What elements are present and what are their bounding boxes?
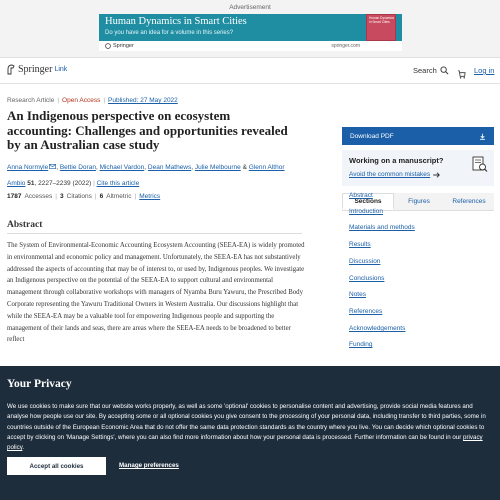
springer-horse-icon: [105, 43, 111, 49]
published-date[interactable]: Published: 27 May 2022: [108, 97, 178, 104]
download-label: Download PDF: [350, 132, 394, 140]
site-header: [0, 58, 500, 84]
download-icon: [479, 133, 486, 140]
volume: 51: [27, 180, 35, 187]
ad-book-title: Human Dynamics in Smart Cities: [369, 16, 395, 24]
metrics-bar: 1787 Accesses | 3 Citations | 6 Altmetric | Metrics: [7, 193, 161, 200]
search-button[interactable]: [413, 66, 449, 75]
search-label: Search: [413, 66, 437, 75]
section-link-results[interactable]: Results: [349, 241, 371, 248]
article-meta: [7, 97, 178, 104]
manuscript-title: Working on a manuscript?: [349, 156, 444, 165]
privacy-policy-link[interactable]: privacy policy: [7, 433, 483, 452]
ad-banner[interactable]: [99, 14, 402, 51]
section-link-notes[interactable]: Notes: [349, 291, 366, 298]
open-access-label: Open Access: [62, 97, 101, 104]
section-link-discussion[interactable]: Discussion: [349, 258, 381, 265]
cookie-text: We use cookies to make sure that our website works properly, as well as some 'optional' cookies to personalise content and advertising, provide social media features and analyse how people use our site. By accepting some or all optional cookies you give consent to the processing of your personal data, including transfer to third parties, some in countries outside of the European Economic Area that do not offer the same data protection standards as the country where you live. You can decide which optional cookies to accept by clicking on 'Manage Settings', where you can also find more information about how your personal data is processed. Further information can be found in our privacy policy.: [7, 403, 486, 452]
manage-preferences-button[interactable]: Manage preferences: [119, 462, 179, 469]
citations-label: Citations: [66, 193, 92, 200]
author-link[interactable]: Anna Normyle: [7, 164, 49, 171]
section-link-acknowledgements[interactable]: Acknowledgements: [349, 325, 406, 332]
email-icon[interactable]: [49, 164, 56, 169]
ad-subtitle: Do you have an idea for a volume in this series?: [105, 30, 234, 36]
arrow-right-icon: [433, 172, 441, 178]
cart-icon[interactable]: [457, 66, 466, 84]
ad-book-cover: [366, 14, 396, 41]
ad-title: Human Dynamics in Smart Cities: [105, 16, 247, 27]
author-link[interactable]: Glenn Althor: [248, 164, 285, 171]
citations-count: 3: [60, 193, 64, 200]
ad-url: springer.com: [331, 43, 360, 49]
accesses-count: 1787: [7, 193, 22, 200]
meta-separator: |: [57, 97, 60, 104]
springer-horse-icon: [6, 64, 16, 75]
manuscript-box: [342, 150, 494, 186]
tab-references[interactable]: References: [452, 198, 486, 205]
ad-label: Advertisement: [229, 4, 271, 11]
section-link-conclusions[interactable]: Conclusions: [349, 275, 385, 282]
document-magnifier-icon: [472, 156, 488, 174]
tab-figures[interactable]: Figures: [408, 198, 430, 205]
logo-text: Springer: [18, 64, 53, 75]
pages: 2227–2239 (2022): [38, 180, 92, 187]
cite-article-link[interactable]: Cite this article: [96, 180, 140, 187]
author-link[interactable]: Bettie Doran: [59, 164, 96, 171]
cookie-title: Your Privacy: [7, 378, 72, 390]
ad-brand-name: Springer: [113, 42, 134, 49]
section-link-references[interactable]: References: [349, 308, 383, 315]
section-link-introduction[interactable]: Introduction: [349, 208, 383, 215]
tab-sections[interactable]: Sections: [342, 193, 394, 210]
author-list: Anna Normyle , Bettie Doran, Michael Vardon, Dean Mathews, Julie Melbourne & Glenn Althor: [7, 164, 285, 171]
ad-footer: [99, 41, 402, 51]
journal-link[interactable]: Ambio: [7, 180, 26, 187]
divider: [7, 233, 302, 234]
citation-line: Ambio 51, 2227–2239 (2022) | Cite this article: [7, 180, 140, 187]
section-link-abstract[interactable]: Abstract: [349, 192, 373, 199]
avoid-mistakes-link[interactable]: [349, 171, 441, 178]
article-type: Research Article: [7, 97, 55, 104]
accesses-label: Accesses: [24, 193, 53, 200]
section-link-materials[interactable]: Materials and methods: [349, 224, 415, 231]
cookie-body: We use cookies to make sure that our website works properly, as well as some 'optional' cookies to personalise content and advertising, provide social media features and analyse how people use our site. By accepting some or all optional cookies you give consent to the processing of your personal data, including transfer to third parties, some in countries outside of the European Economic Area that do not offer the same data protection standards as the country where you live. You can decide which optional cookies to accept by clicking on 'Manage Settings', where you can also find more information about how your personal data is processed. Further information can be found in our: [7, 403, 486, 441]
author-link[interactable]: Julie Melbourne: [194, 164, 241, 171]
cookie-banner: [0, 366, 500, 500]
author-link[interactable]: Dean Mathews: [147, 164, 192, 171]
author-link[interactable]: Michael Vardon: [99, 164, 145, 171]
accept-cookies-button[interactable]: Accept all cookies: [7, 457, 106, 475]
metrics-link[interactable]: Metrics: [139, 193, 161, 200]
altmetric-count: 6: [99, 193, 104, 200]
search-icon: [440, 66, 449, 75]
abstract-text: The System of Environmental-Economic Accounting Ecosystem Accounting (SEEA-EA) is widely promoted in environmental and economic policy and management. Unfortunately, the SEEA-EA has not substantively addressed the aspects of accounting that may be of interest to, or used by, Indigenous peoples. We investigate an Indigenous perspective on the potential of the SEEA-EA to support cultural and environmental management through collaborative workshops with managers of Nyamba Buru Yawuru, the Prescribed Body Corporate representing the Yawuru Traditional Owners in Western Australia. Our discussions highlight that while the SEEA-EA may be a valuable tool for empowering Indigenous people and supporting the management of their lands and seas, there are areas where the SEEA-EA needs to be broadened to better reflect: [7, 242, 305, 344]
avoid-mistakes-label: Avoid the common mistakes: [349, 171, 431, 178]
section-link-funding[interactable]: Funding: [349, 341, 373, 348]
ad-brand: [105, 43, 134, 49]
login-link[interactable]: Log in: [474, 66, 495, 75]
springer-link-logo[interactable]: [6, 64, 67, 75]
abstract-heading: Abstract: [7, 220, 43, 230]
article-title: An Indigenous perspective on ecosystem accounting: Challenges and opportunities revealed by an Australian case study: [7, 108, 288, 152]
altmetric-label: Altmetric: [106, 193, 132, 200]
download-pdf-button[interactable]: [342, 127, 494, 145]
logo-link-text: Link: [54, 66, 68, 73]
meta-separator: |: [103, 97, 106, 104]
ad-zone: [0, 0, 500, 58]
